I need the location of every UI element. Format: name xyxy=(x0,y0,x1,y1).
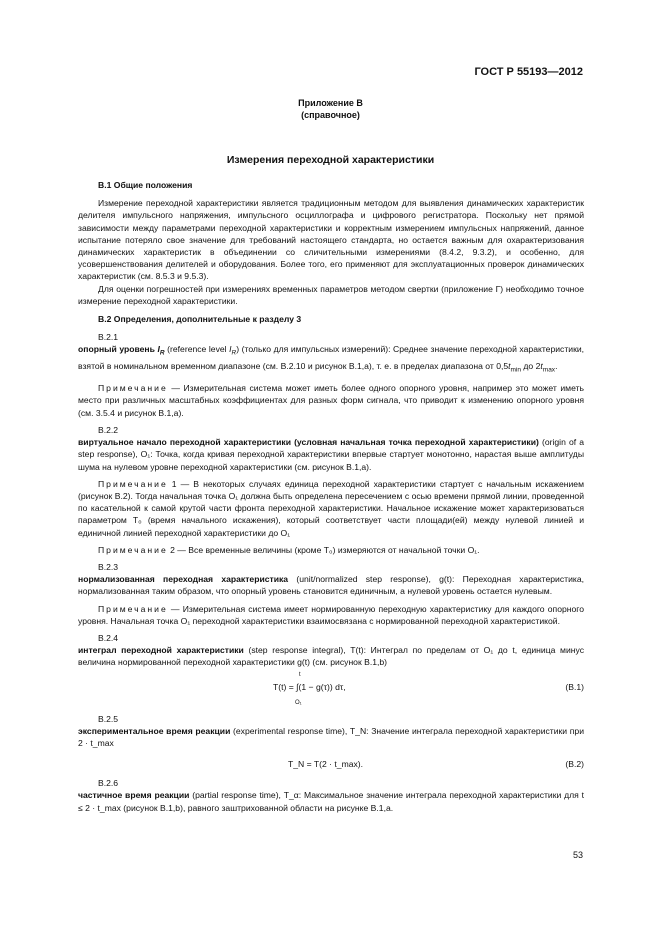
integral-upper-limit: t xyxy=(299,671,301,678)
formula-b1-number: (В.1) xyxy=(565,681,584,692)
note-b22-1: Примечание 1 — В некоторых случаях единица переходной характеристики стартует с начальным искажением (рисунок В.2). Тогда начальная точка O₁ должна быть определена пересечением с осью времени прямой линии, проведенной по касательной к самой крутой части фронта переходной характеристики. Начальное искажение может характеризоваться параметром T₀ (время начального искажения), который соответствует части площади(ей) между нулевой линией и единичной линией переходной характеристики до O₁ xyxy=(78,478,584,538)
page-number: 53 xyxy=(572,850,583,860)
note-b22-2: Примечание 2 — Все временные величины (кроме T₀) измеряются от начальной точки O₁. xyxy=(98,544,480,555)
clause-b23-number: В.2.3 xyxy=(98,561,119,572)
standard-header: ГОСТ Р 55193—2012 xyxy=(474,66,583,78)
definition-b26: частичное время реакции (partial response time), T_α: Максимальное значение интеграла переходной характеристики для t ≤ 2 · t_max (рисунок В.1,b), равного заштрихованной области на рисунке В.1,а. xyxy=(78,790,584,813)
section-title: Измерения переходной характеристики xyxy=(226,154,435,166)
formula-b2 xyxy=(78,755,584,773)
definition-b25: экспериментальное время реакции (experimental response time), T_N: Значение интеграла переходной характеристики при 2 · t_max xyxy=(78,725,584,748)
definition-b21: опорный уровень $I_R$ (reference level $I_R$) (только для импульсных измерений): Среднее значение переходной характеристики, взятой в номинальном временном диапазоне (см. В.2.10 и рисунок В.1,а), т. е. в пределах диапазона от $0,5t_{min}$ до $2t_{max}$. xyxy=(78,344,585,375)
appendix-type: (справочное) xyxy=(301,110,360,120)
definition-b23: нормализованная переходная характеристика (unit/normalized step response), g(t): Переходная характеристика, нормализованная таким образом, что опорный уровень становится единичным, а нулевой уровень остается нулевым. xyxy=(78,574,584,597)
clause-b24-number: В.2.4 xyxy=(98,632,119,643)
clause-b26-number: В.2.6 xyxy=(98,778,119,789)
heading-b2: В.2 Определения, дополнительные к разделу 3 xyxy=(98,314,302,325)
definition-b24: интеграл переходной характеристики (step response integral), T(t): Интеграл по пределам от O₁ до t, единица минус величина нормированной переходной характеристики g(t) (см. рисунок В.1,b) xyxy=(78,645,584,668)
appendix-heading xyxy=(0,97,661,121)
appendix-label: Приложение В xyxy=(298,98,363,108)
note-b21: Примечание — Измерительная система может иметь более одного опорного уровня, например это может иметь место при различных масштабных коэффициентах для разных форм сигнала, что приводит к изменению опорного уровня (см. 3.5.4 и рисунок В.1,а). xyxy=(78,383,584,418)
definition-b22: виртуальное начало переходной характеристики (условная начальная точка переходной характеристики) (origin of a step response), O₁: Точка, когда кривая переходной характеристики впервые стартует монотонно, нарастая выше амплитуды шума на нулевом уровне переходной характеристики (см. рисунок В.1,а). xyxy=(78,437,584,472)
formula-b1 xyxy=(78,673,584,707)
clause-b21-number: В.2.1 xyxy=(98,332,119,343)
formula-b1-expression: T(t) = ∫(1 − g(τ)) dτ, xyxy=(273,681,346,692)
clause-b25-number: В.2.5 xyxy=(98,713,119,724)
clause-b22-number: В.2.2 xyxy=(98,424,119,435)
formula-b2-expression: T_N = T(2 · t_max). xyxy=(288,759,364,770)
note-b23: Примечание — Измерительная система имеет нормированную переходную характеристику для каждого опорного уровня. Начальная точка O₁ переходной характеристики взаимосвязана с нормированной переходной характеристикой. xyxy=(78,603,584,626)
heading-b1: В.1 Общие положения xyxy=(98,180,193,190)
integral-lower-limit: O₁ xyxy=(295,699,302,706)
paragraph-b1-1: Измерение переходной характеристики является традиционным методом для выявления динамических характеристик делителя импульсного напряжения, импульсного осциллографа и цифрового регистратора. Поскольку нет прямой зависимости между параметрами переходной характеристики и корректным измерением импульсных напряжений, данное испытание потеряло свое значение для требований настоящего стандарта, но остается важным для охарактеризования динамических характеристик в объединении со сличительными измерениями (8.4.2, 9.3.2), и особенно, для усовершенствования делителей и оборудования. Более того, его применяют для эксплуатационных проверок динамических характеристик (см. 8.5.3 и 9.5.3). xyxy=(78,198,584,282)
formula-b2-number: (В.2) xyxy=(565,759,584,770)
paragraph-b1-2: Для оценки погрешностей при измерениях временных параметров методом свертки (приложение Г) необходимо точное измерение переходной характеристики. xyxy=(78,283,584,306)
document-body xyxy=(78,179,584,814)
